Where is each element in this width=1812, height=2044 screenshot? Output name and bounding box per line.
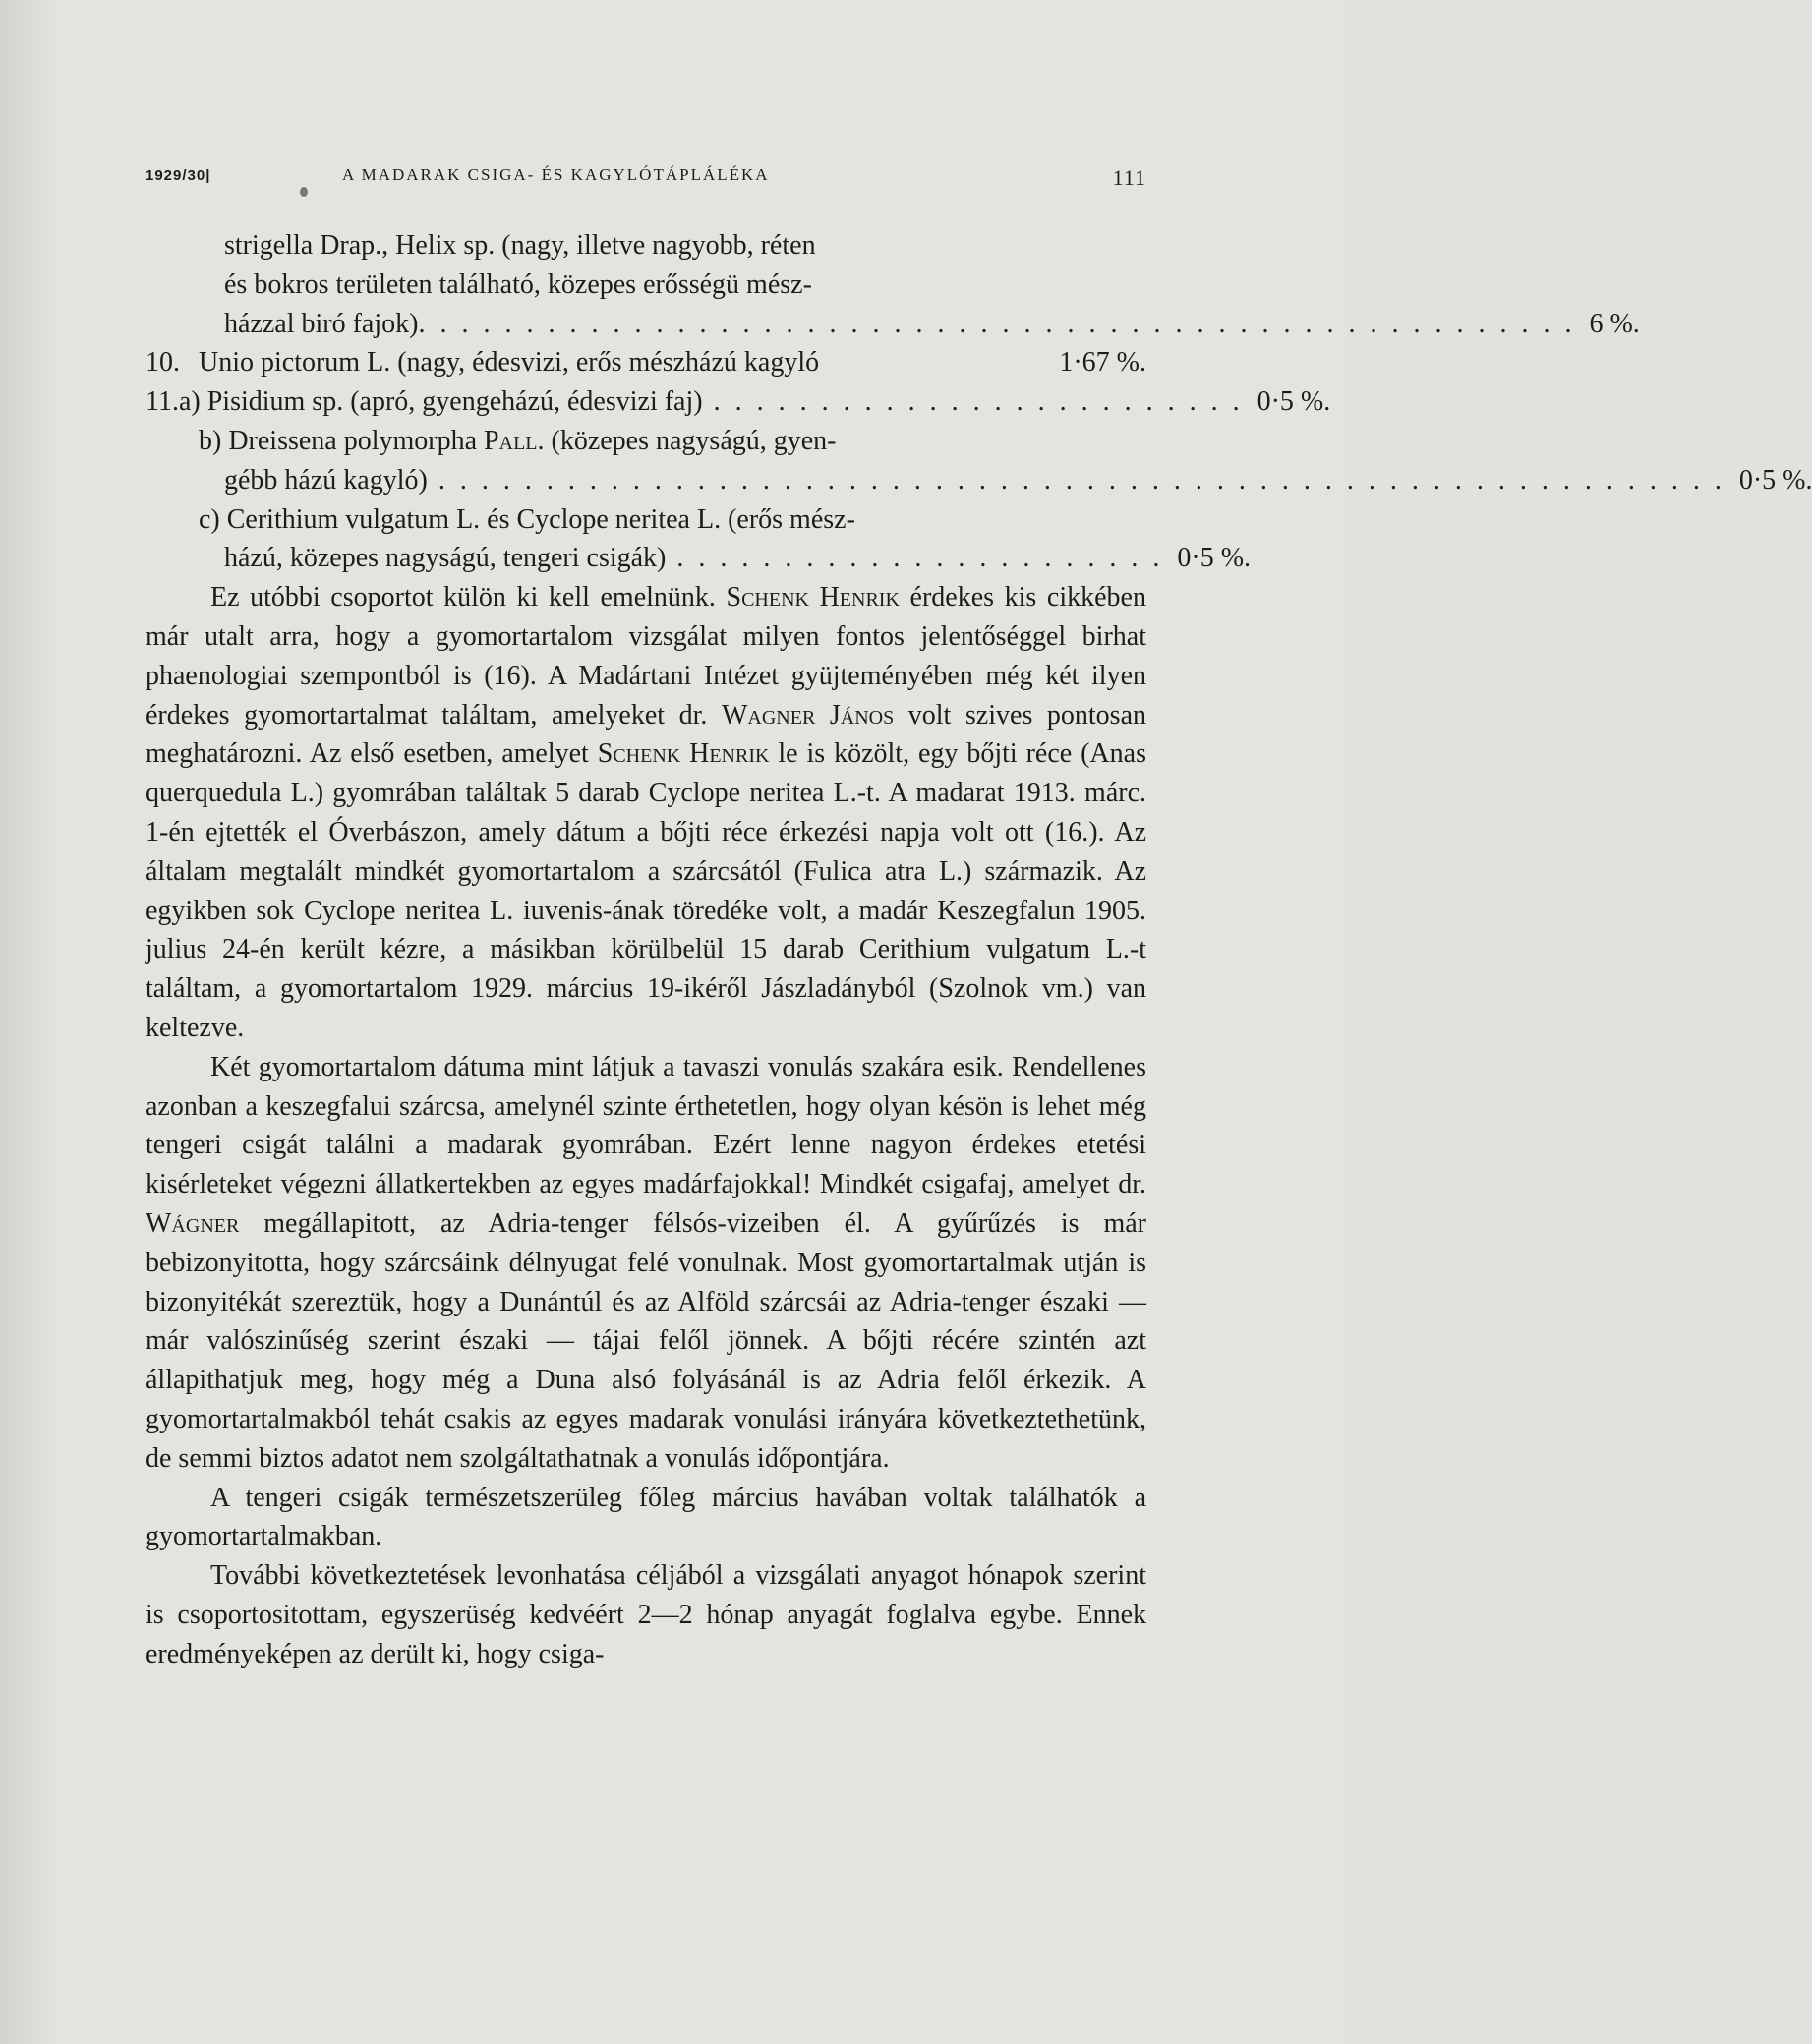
author-name: Wágner xyxy=(146,1207,240,1239)
scan-edge-shadow xyxy=(0,0,59,2044)
list-line xyxy=(146,305,1640,344)
list-line xyxy=(146,539,1252,578)
text-run: Ez utóbbi csoportot külön ki kell emelnünk. xyxy=(210,582,716,613)
author-name: Pall. xyxy=(484,425,545,456)
page-number: 111 xyxy=(1112,165,1146,190)
paragraph: További következtetések levonhatása céljából a vizsgálati anyagot hónapok szerint is csoportositottam, egyszerüség kedvéért 2—2 hónap anyagát foglalva egybe. Ennek eredményeképen az derült ki, hogy csiga- xyxy=(146,1560,1146,1669)
list-label: Unio pictorum L. (nagy, édesvizi, erős mészházú kagyló xyxy=(199,347,820,379)
text-run: Két gyomortartalom dátuma mint látjuk a tavaszi vonulás szakára esik. Rendellenes azonban a keszegfalui szárcsa, amelynél szinte érthetetlen, hogy olyan késön is lehet még tengeri csigát találni a madarak gyomrában. Ezért lenne nagyon érdekes etetési kisérleteket végezni állatkertekben az egyes madárfajokkal! Mindkét csigafaj, amelyet dr. xyxy=(146,1051,1146,1200)
list-label: házú, közepes nagyságú, tengeri csigák) xyxy=(224,543,667,574)
list-text: (közepes nagyságú, gyen- xyxy=(551,425,837,456)
list-item-10 xyxy=(146,343,1146,382)
list-value: 0·5 %. xyxy=(1177,543,1252,574)
paragraph xyxy=(146,578,1146,1048)
running-title: A MADARAK CSIGA- ÉS KAGYLÓTÁPLÁLÉKA xyxy=(342,165,770,184)
running-header xyxy=(146,161,1146,191)
page-body xyxy=(146,226,1812,1673)
leader-dots xyxy=(819,343,1045,382)
list-label: gébb házú kagyló) xyxy=(224,464,428,496)
list-value: 0·5 %. xyxy=(1257,386,1331,418)
item-number: 10. xyxy=(146,347,180,379)
list-line: c) Cerithium vulgatum L. és Cyclope neritea L. (erős mész- xyxy=(199,503,855,535)
text-run: érdekes kis cikkében már utalt arra, hogy a gyomortartalom vizsgálat milyen fontos jelentőséggel birhat phaenologiai szempontból is (16). A Madártani Intézet gyüjteményében még két ilyen érdekes gyomortartalmat találtam, amelyeket dr. xyxy=(146,582,1146,730)
list-line: strigella Drap., Helix sp. (nagy, illetve nagyobb, réten xyxy=(224,230,816,261)
author-name: Schenk Henrik xyxy=(726,582,900,613)
list-line: és bokros területen található, közepes erősségü mész- xyxy=(224,268,812,300)
volume-label: 1929/30| xyxy=(146,167,211,184)
list-item-11 xyxy=(146,382,1331,422)
list-value: 1·67 %. xyxy=(1059,347,1146,379)
list-text: b) Dreissena polymorpha xyxy=(199,425,478,456)
list-line xyxy=(146,422,1146,461)
paragraph: A tengeri csigák természetszerüleg főleg március havában voltak találhatók a gyomortartalmakban. xyxy=(146,1482,1146,1552)
list-value: 0·5 %. xyxy=(1738,464,1812,496)
leader-dots: . . . . . . . . . . . . . . . . . . . . . . . xyxy=(666,543,1164,574)
leader-dots: . . . . . . . . . . . . . . . . . . . . . . . . . xyxy=(702,386,1244,418)
text-run: volt szives pontosan meghatározni. Az első esetben, amelyet xyxy=(146,699,1147,770)
leader-dots: . . . . . . . . . . . . . . . . . . . . . . . . . . . . . . . . . . . . . . . . . . . . . . . . . . . . . . xyxy=(418,308,1576,339)
item-number: 11. xyxy=(146,386,179,418)
text-run: megállapitott, az Adria-tenger félsós-vizeiben él. A gyűrűzés is már bebizonyitotta, hogy szárcsáink délnyugat felé vonulnak. Most gyomortartalmak utján is bizonyitékát szereztük, hogy a Dunántúl és az Alföld szárcsái az Adria-tenger északi — már valószinűség szerint északi — tájai felől jönnek. A bőjti récére szintén azt állapithatjuk meg, hogy még a Duna alsó folyásánál is az Adria felől érkezik. A gyomortartalmakból tehát csakis az egyes madarak vonulási irányára következtethetünk, de semmi biztos adatot nem szolgáltathatnak a vonulás időpontjára. xyxy=(146,1207,1147,1474)
leader-dots: . . . . . . . . . . . . . . . . . . . . . . . . . . . . . . . . . . . . . . . . . . . . . . . . . . . . . . . . . . . . xyxy=(427,464,1725,496)
author-name: Schenk Henrik xyxy=(597,738,770,770)
list-label: házzal biró fajok) xyxy=(224,308,419,339)
text-run: le is közölt, egy bőjti réce (Anas querquedula L.) gyomrában találtak 5 darab Cyclope neritea L.-t. A madarat 1913. márc. 1-én ejtették el Óverbászon, amely dátum a bőjti réce érkezési napja volt ott (16.). Az általam megtalált mindkét gyomortartalom a szárcsától (Fulica atra L.) származik. Az egyikben sok Cyclope neritea L. iuvenis-ának töredéke volt, a madár Keszegfalun 1905. julius 24-én került kézre, a másikban körülbelül 15 darab Cerithium vulgatum L.-t találtam, a gyomortartalom 1929. március 19-ikéről Jászladányból (Szolnok vm.) van keltezve. xyxy=(146,738,1146,1043)
list-line xyxy=(146,461,1812,500)
paragraph xyxy=(146,1048,1146,1479)
list-label: a) Pisidium sp. (apró, gyengeházú, édesvizi faj) xyxy=(178,386,703,418)
list-value: 6 %. xyxy=(1589,308,1640,339)
author-name: Wagner János xyxy=(721,699,895,730)
